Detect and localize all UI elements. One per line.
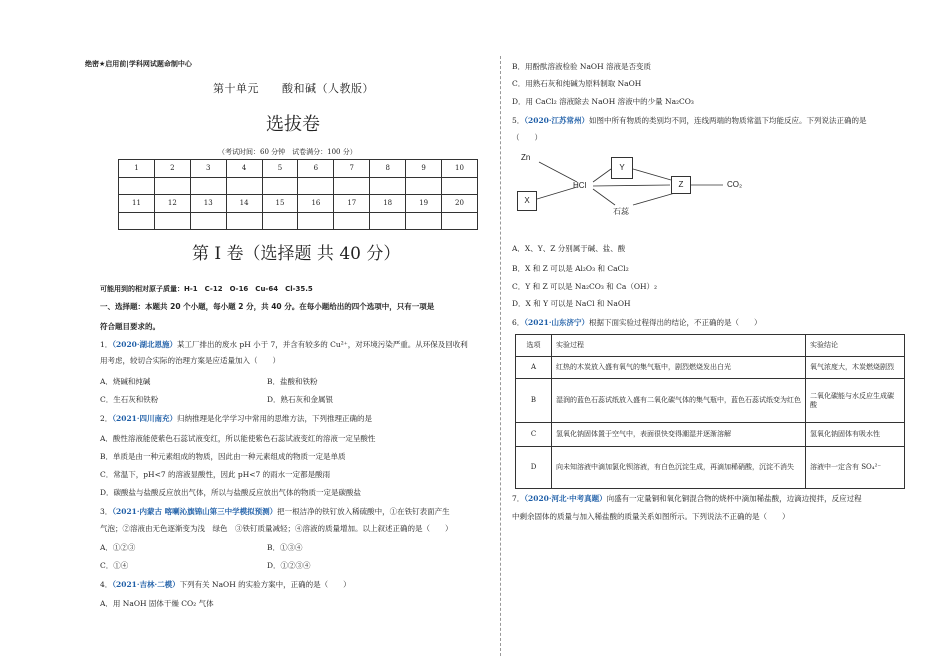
q5-option-d[interactable]: D．X 和 Y 可以是 NaCl 和 NaOH [512,299,631,308]
answer-cell[interactable] [262,177,298,195]
question-text: 根据下面实验过程得出的结论，不正确的是（ ） [589,318,762,327]
confidential-header: 绝密★启用前|学科网试题命制中心 [85,60,192,68]
table-header-row [516,335,905,357]
question-number: 7． [512,494,525,503]
table-cell-option: D [516,447,552,489]
table-cell-process: 湿润的蓝色石蕊试纸放入盛有二氧化碳气体的集气瓶中，蓝色石蕊试纸变为红色 [552,379,806,423]
q4-option-a[interactable]: A．用 NaOH 固体干燥 CO₂ 气体 [100,599,214,608]
answer-cell[interactable] [119,177,155,195]
question-number: 6． [512,318,525,327]
grid-cell: 17 [334,195,370,213]
diagram-lines [515,147,755,227]
question-source: （2021·吉林·二模） [112,580,180,589]
answer-cell[interactable] [370,212,406,230]
grid-cell: 11 [119,195,155,213]
q5-option-b[interactable]: B．X 和 Z 可以是 Al₂O₃ 和 CaCl₂ [512,264,629,273]
section-heading: 一、选择题：本题共 20 个小题，每小题 2 分，共 40 分。在每小题给出的四个选项中，只有一项是 [100,302,435,311]
table-cell-process: 向未知溶液中滴加氯化钡溶液，有白色沉淀生成，再滴加稀硝酸，沉淀不消失 [552,447,806,489]
table-header: 选项 [516,335,552,357]
grid-cell: 13 [190,195,226,213]
grid-cell: 3 [190,160,226,178]
answer-cell[interactable] [298,177,334,195]
grid-cell: 10 [442,160,478,178]
answer-cell[interactable] [226,177,262,195]
q2-option-a[interactable]: A．酸性溶液能使紫色石蕊试液变红，所以能使紫色石蕊试液变红的溶液一定呈酸性 [100,434,376,443]
question-number: 3． [100,507,113,516]
answer-grid-number-row [119,195,478,213]
question-text: 如图中所有物质的类别均不同，连线两端的物质常温下均能反应。下列说法正确的是 [589,116,867,125]
question-7-stem-cont: 中剩余固体的质量与加入稀盐酸的质量关系如图所示。下列说法不正确的是（ ） [512,512,790,521]
q1-option-b[interactable]: B．盐酸和铁粉 [267,377,318,386]
answer-cell[interactable] [154,177,190,195]
question-source: （2021·内蒙古 喀喇沁旗锦山第三中学模拟预测） [112,507,278,516]
q3-option-c[interactable]: C．①④ [100,561,129,570]
answer-cell[interactable] [190,212,226,230]
table-header: 实验过程 [552,335,806,357]
answer-cell[interactable] [226,212,262,230]
table-cell-option: C [516,423,552,447]
grid-cell: 14 [226,195,262,213]
answer-cell[interactable] [370,177,406,195]
y-box: Y [611,157,633,179]
table-header: 实验结论 [806,335,905,357]
answer-cell[interactable] [262,212,298,230]
hcl-label: HCl [573,181,587,190]
paper-title: 选拔卷 [266,114,320,135]
q4-option-c[interactable]: C．用熟石灰和纯碱为原料制取 NaOH [512,79,642,88]
q3-option-d[interactable]: D．①②③④ [267,561,311,570]
q5-option-a[interactable]: A．X、Y、Z 分别属于碱、盐、酸 [512,244,626,253]
zn-label: Zn [521,153,531,162]
atomic-masses: 可能用到的相对原子质量：H-1 C-12 O-16 Cu-64 Cl-35.5 [100,285,313,293]
answer-cell[interactable] [334,212,370,230]
question-1-stem-cont: 用考虑，较切合实际的治理方案是应适量加入（ ） [100,356,280,365]
table-row [516,447,905,489]
question-source: （2020·湖北恩施） [112,340,178,349]
question-source: （2020·江苏常州） [524,116,590,125]
grid-cell: 19 [406,195,442,213]
experiment-table [515,334,905,489]
answer-cell[interactable] [406,212,442,230]
answer-cell[interactable] [190,177,226,195]
question-7-stem [512,494,862,503]
unit-title: 第十单元 酸和碱（人教版） [213,82,374,95]
table-cell-process: 红热的木炭放入盛有氧气的集气瓶中，剧烈燃烧发出白光 [552,357,806,379]
q2-option-b[interactable]: B．单质是由一种元素组成的物质，因此由一种元素组成的物质一定是单质 [100,452,346,461]
grid-cell: 15 [262,195,298,213]
answer-grid-blank-row [119,212,478,230]
z-box: Z [671,176,691,194]
question-text: 归纳推理是化学学习中常用的思维方法，下列推理正确的是 [177,414,373,423]
question-text: 下列有关 NaOH 的实验方案中，正确的是（ ） [179,580,351,589]
part-title: 第 I 卷（选择题 共 40 分） [192,244,401,264]
answer-cell[interactable] [119,212,155,230]
question-4-stem [100,580,351,589]
q5-option-c[interactable]: C．Y 和 Z 可以是 Na₂CO₃ 和 Ca（OH）₂ [512,282,658,291]
table-row [516,357,905,379]
grid-cell: 16 [298,195,334,213]
question-number: 5． [512,116,525,125]
table-cell-conclusion: 二氧化碳能与水反应生成碳酸 [806,379,905,423]
column-divider [500,56,501,656]
question-number: 4． [100,580,113,589]
litmus-label: 石蕊 [613,207,629,216]
reaction-diagram [515,147,755,227]
exam-info: （考试时间：60 分钟 试卷满分：100 分） [218,148,357,156]
grid-cell: 1 [119,160,155,178]
question-source: （2020·河北·中考真题） [524,494,607,503]
grid-cell: 8 [370,160,406,178]
question-text: 向盛有一定量铜和氧化铜混合物的烧杯中滴加稀盐酸，边滴边搅拌，反应过程 [606,494,862,503]
grid-cell: 18 [370,195,406,213]
q3-option-a[interactable]: A．①②③ [100,543,136,552]
answer-cell[interactable] [298,212,334,230]
grid-cell: 12 [154,195,190,213]
co2-label: CO₂ [727,180,743,189]
table-cell-option: B [516,379,552,423]
table-cell-conclusion: 溶液中一定含有 SO₄²⁻ [806,447,905,489]
table-cell-process: 氢氧化钠固体置于空气中，表面很快变得潮湿并逐渐溶解 [552,423,806,447]
answer-cell[interactable] [406,177,442,195]
q1-option-d[interactable]: D．熟石灰和金属银 [267,395,334,404]
answer-grid-number-row [119,160,478,178]
grid-cell: 9 [406,160,442,178]
question-5-stem [512,116,867,125]
question-2-stem [100,414,372,423]
q4-option-d[interactable]: D．用 CaCl₂ 溶液除去 NaOH 溶液中的少量 Na₂CO₃ [512,97,694,106]
answer-grid-blank-row [119,177,478,195]
question-1-stem [100,340,468,349]
q4-option-b[interactable]: B．用酚酞溶液检验 NaOH 溶液是否变质 [512,62,652,71]
q2-option-c[interactable]: C．常温下，pH<7 的溶液显酸性，因此 pH<7 的雨水一定都是酸雨 [100,470,331,479]
q1-option-a[interactable]: A．烧碱和纯碱 [100,377,151,386]
question-3-stem-cont: 气泡；②溶液由无色逐渐变为浅 绿色 ③铁钉质量减轻；④溶液的质量增加。以上叙述正确的是（ ） [100,524,453,533]
q2-option-d[interactable]: D．碳酸盐与盐酸反应放出气体，所以与盐酸反应放出气体的物质一定是碳酸盐 [100,488,362,497]
question-source: （2021·山东济宁） [524,318,590,327]
question-number: 1． [100,340,113,349]
grid-cell: 20 [442,195,478,213]
answer-grid [118,159,478,230]
answer-cell[interactable] [154,212,190,230]
question-5-stem-cont: （ ） [512,133,542,142]
grid-cell: 2 [154,160,190,178]
answer-cell[interactable] [442,212,478,230]
question-6-stem [512,318,762,327]
grid-cell: 5 [262,160,298,178]
table-row [516,423,905,447]
grid-cell: 4 [226,160,262,178]
question-number: 2． [100,414,113,423]
q3-option-b[interactable]: B．①③④ [267,543,303,552]
table-row [516,379,905,423]
grid-cell: 7 [334,160,370,178]
answer-cell[interactable] [442,177,478,195]
table-cell-option: A [516,357,552,379]
question-text: 把一根洁净的铁钉放入稀硫酸中，①在铁钉表面产生 [277,507,450,516]
x-box: X [517,191,537,211]
question-source: （2021·四川南充） [112,414,178,423]
table-cell-conclusion: 氧气浓度大，木炭燃烧剧烈 [806,357,905,379]
answer-cell[interactable] [334,177,370,195]
q1-option-c[interactable]: C．生石灰和铁粉 [100,395,159,404]
section-heading-cont: 符合题目要求的。 [100,322,160,331]
question-text: 某工厂排出的废水 pH 小于 7，并含有较多的 Cu²⁺，对环境污染严重。从环保及回收利 [177,340,468,349]
question-3-stem [100,507,450,516]
grid-cell: 6 [298,160,334,178]
table-cell-conclusion: 氢氧化钠固体有吸水性 [806,423,905,447]
